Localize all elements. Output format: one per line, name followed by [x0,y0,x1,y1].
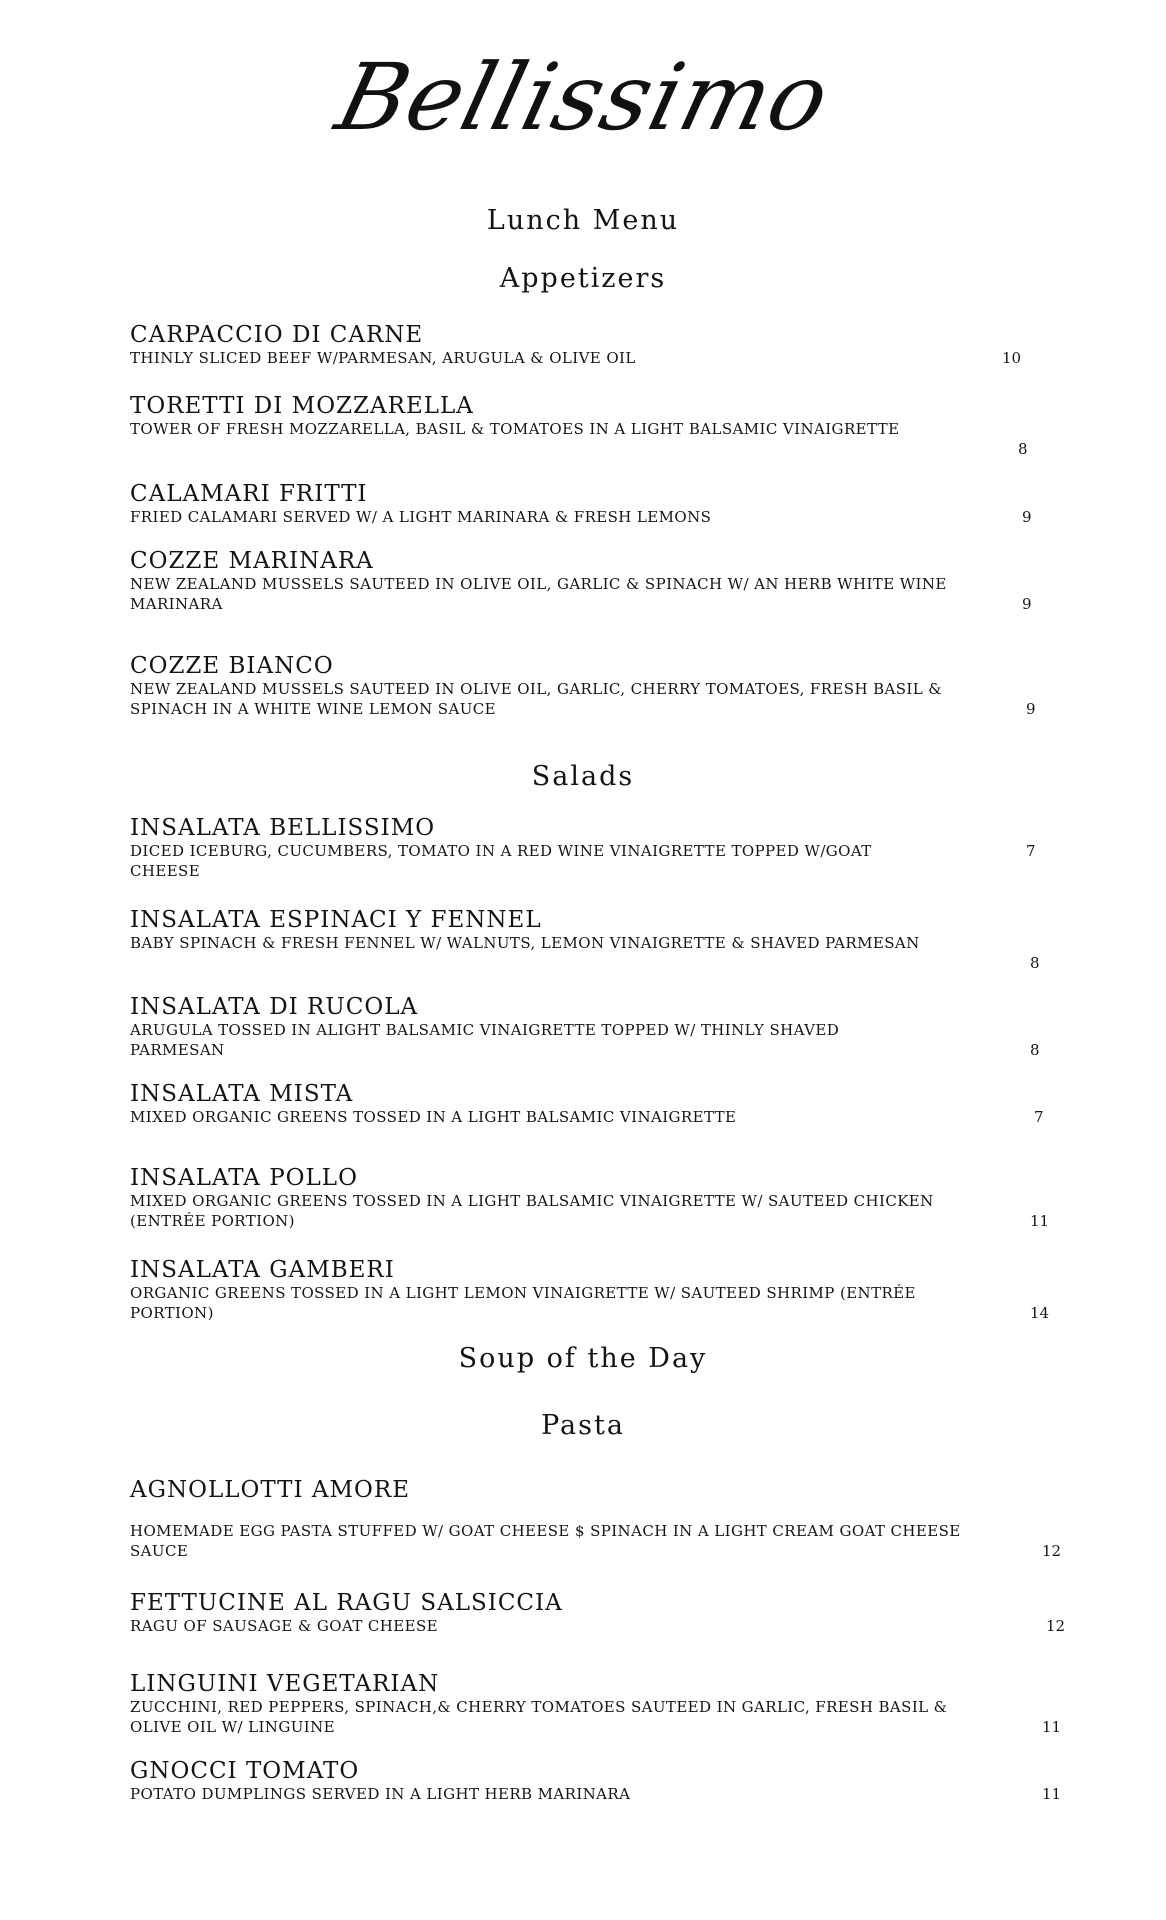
item-description: THINLY SLICED BEEF W/PARMESAN, ARUGULA & OLIVE OIL [130,349,636,367]
item-description: MIXED ORGANIC GREENS TOSSED IN A LIGHT BALSAMIC VINAIGRETTE [130,1108,737,1126]
item-price: 10 [1002,349,1022,367]
item-price: 8 [1030,954,1040,972]
item-description: ARUGULA TOSSED IN ALIGHT BALSAMIC VINAIGRETTE TOPPED W/ THINLY SHAVED PARMESAN [130,1021,840,1059]
item-description: NEW ZEALAND MUSSELS SAUTEED IN OLIVE OIL, GARLIC, CHERRY TOMATOES, FRESH BASIL & SPINACH IN A WHITE WINE LEMON SAUCE [130,680,943,718]
menu-item [130,1671,1090,1737]
item-name: LINGUINI VEGETARIAN [130,1671,440,1697]
restaurant-logo [0,44,1166,151]
item-description: MIXED ORGANIC GREENS TOSSED IN A LIGHT BALSAMIC VINAIGRETTE W/ SAUTEED CHICKEN (ENTRÉE PORTION) [130,1192,934,1230]
menu-item [130,548,1090,614]
menu-item [130,1477,1090,1561]
menu-item [130,393,1090,458]
item-name: COZZE BIANCO [130,653,334,679]
section-title-soup: Soup of the Day [458,1343,708,1374]
menu-item [130,815,1090,881]
menu-item [130,322,1090,368]
section-title-pasta: Pasta [541,1410,625,1441]
item-price: 12 [1046,1617,1066,1635]
item-description: FRIED CALAMARI SERVED W/ A LIGHT MARINARA & FRESH LEMONS [130,508,712,526]
item-name: CALAMARI FRITTI [130,481,368,507]
menu-item [130,653,1090,719]
item-name: INSALATA DI RUCOLA [130,994,419,1020]
menu-item [130,1081,1090,1127]
item-description: ZUCCHINI, RED PEPPERS, SPINACH,& CHERRY TOMATOES SAUTEED IN GARLIC, FRESH BASIL & OLIVE OIL W/ LINGUINE [130,1698,948,1736]
item-price: 14 [1030,1304,1050,1322]
item-name: INSALATA POLLO [130,1165,358,1191]
item-price: 7 [1026,842,1036,860]
item-price: 11 [1042,1718,1062,1736]
item-price: 8 [1030,1041,1040,1059]
section-title-appetizers: Appetizers [499,263,667,294]
item-price: 7 [1034,1108,1044,1126]
item-name: COZZE MARINARA [130,548,374,574]
item-description: POTATO DUMPLINGS SERVED IN A LIGHT HERB MARINARA [130,1785,631,1803]
item-name: INSALATA MISTA [130,1081,354,1107]
item-name: INSALATA BELLISSIMO [130,815,436,841]
item-name: INSALATA GAMBERI [130,1257,395,1283]
item-description: BABY SPINACH & FRESH FENNEL W/ WALNUTS, LEMON VINAIGRETTE & SHAVED PARMESAN [130,934,920,952]
menu-item [130,1257,1090,1323]
item-price: 12 [1042,1542,1062,1560]
item-description: NEW ZEALAND MUSSELS SAUTEED IN OLIVE OIL, GARLIC & SPINACH W/ AN HERB WHITE WINE MARINARA [130,575,947,613]
item-price: 9 [1022,508,1032,526]
item-description: TOWER OF FRESH MOZZARELLA, BASIL & TOMATOES IN A LIGHT BALSAMIC VINAIGRETTE [130,420,900,438]
item-price: 9 [1022,595,1032,613]
item-name: GNOCCI TOMATO [130,1758,360,1784]
menu-item [130,907,1090,972]
item-name: INSALATA ESPINACI Y FENNEL [130,907,542,933]
item-description: HOMEMADE EGG PASTA STUFFED W/ GOAT CHEESE $ SPINACH IN A LIGHT CREAM GOAT CHEESE SAUCE [130,1522,961,1560]
menu-title: Lunch Menu [486,205,680,236]
item-price: 9 [1026,700,1036,718]
item-description: ORGANIC GREENS TOSSED IN A LIGHT LEMON VINAIGRETTE W/ SAUTEED SHRIMP (ENTRÉE PORTION) [130,1284,916,1322]
menu-item [130,1758,1090,1804]
item-name: CARPACCIO DI CARNE [130,322,424,348]
item-price: 11 [1042,1785,1062,1803]
item-description: DICED ICEBURG, CUCUMBERS, TOMATO IN A RED WINE VINAIGRETTE TOPPED W/GOAT CHEESE [130,842,872,880]
item-price: 11 [1030,1212,1050,1230]
item-price: 8 [1018,440,1028,458]
menu-item [130,481,1090,527]
section-title-salads: Salads [531,761,635,792]
logo-text: Bellissimo [326,44,840,151]
menu-item [130,1165,1090,1231]
item-description: RAGU OF SAUSAGE & GOAT CHEESE [130,1617,439,1635]
item-name: AGNOLLOTTI AMORE [130,1477,410,1503]
menu-item [130,1590,1090,1636]
item-name: FETTUCINE AL RAGU SALSICCIA [130,1590,563,1616]
item-name: TORETTI DI MOZZARELLA [130,393,474,419]
menu-item [130,994,1090,1060]
